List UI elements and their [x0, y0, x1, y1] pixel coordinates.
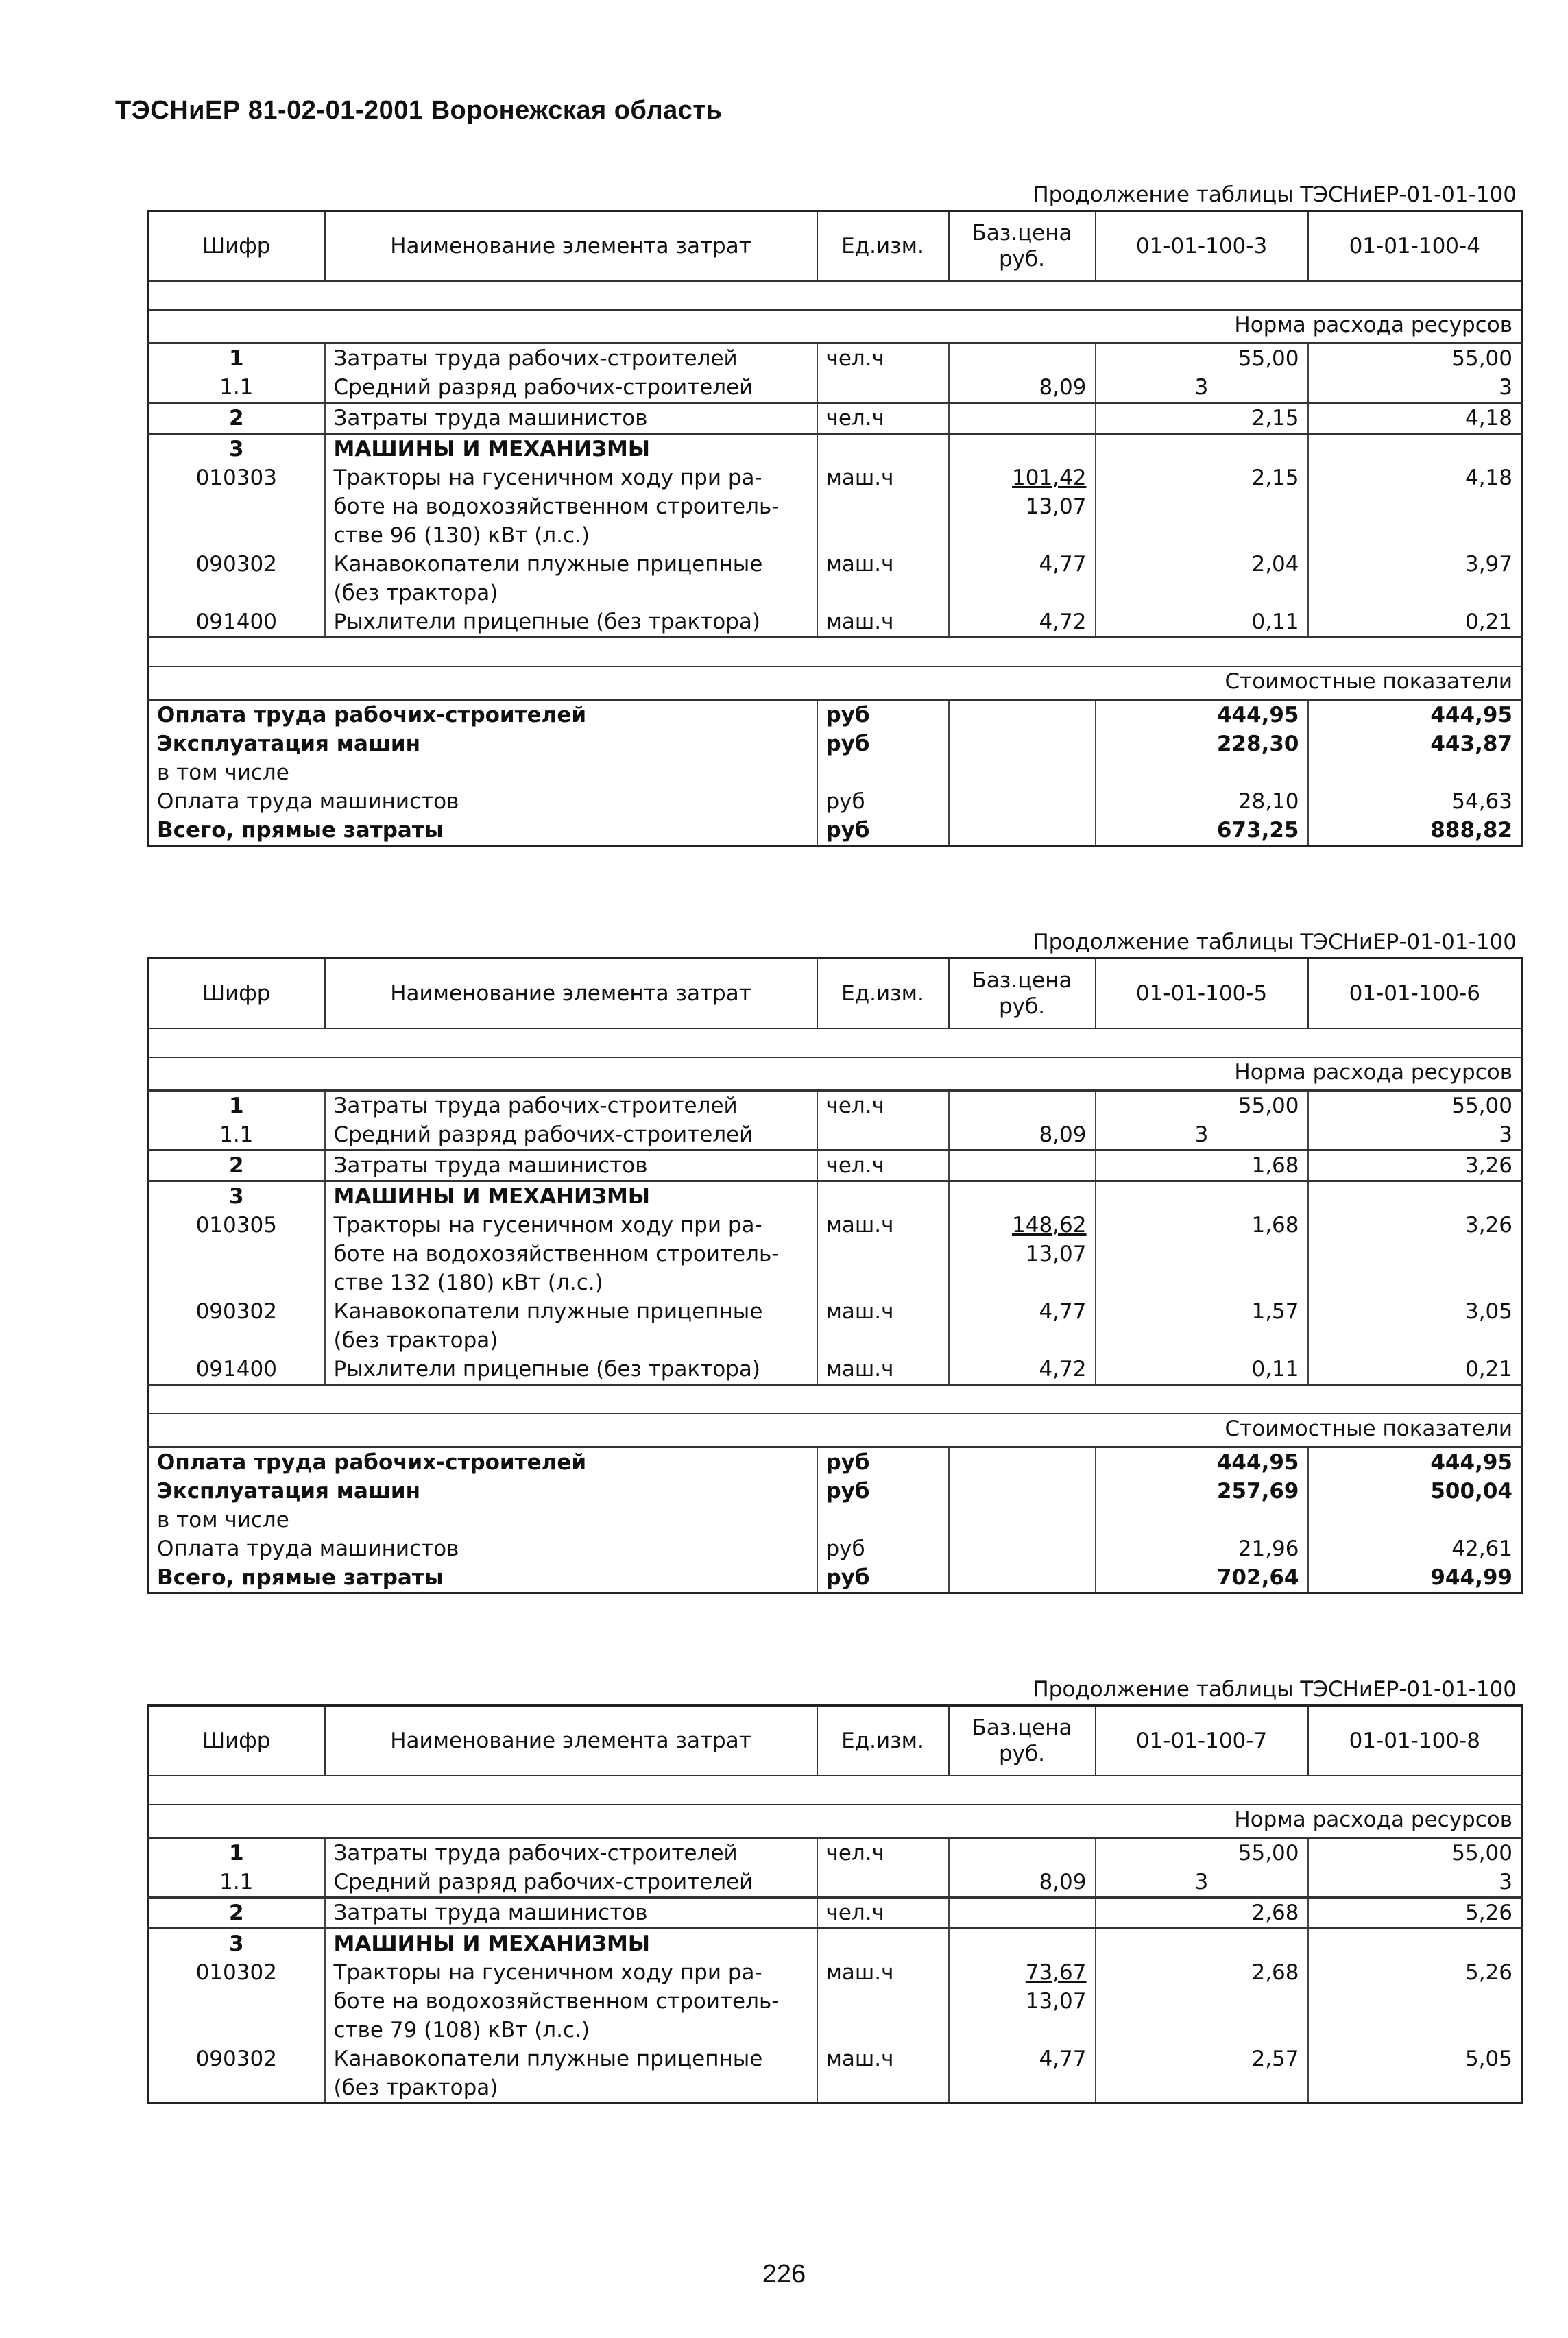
table-row [148, 1297, 1522, 1355]
row-name: Рыхлители прицепные (без трактора) [325, 607, 817, 638]
resource-table-2 [147, 927, 1521, 1594]
cost-value-1: 228,30 [1096, 730, 1308, 758]
row-code: 010303 [195, 466, 277, 490]
cost-name: Оплата труда рабочих-строителей [148, 700, 817, 730]
cost-row [148, 1534, 1522, 1563]
row-value-1: 1,68 [1096, 1211, 1308, 1297]
row-code: 1 [148, 344, 325, 374]
row-unit: чел.ч [817, 1898, 949, 1929]
row-name: Тракторы на гусеничном ходу при ра- боте на водохозяйственном строитель- стве 96 (130) кВт (л.с.) [325, 463, 817, 550]
row-value-1: 1,68 [1096, 1150, 1308, 1181]
row-unit: маш.ч [817, 1297, 949, 1355]
cost-value-2: 944,99 [1308, 1563, 1522, 1593]
costs-heading-row [148, 666, 1522, 700]
row-code: 090302 [195, 1299, 277, 1324]
row-value-2: 0,21 [1308, 1355, 1522, 1385]
row-value-2: 3,05 [1308, 1297, 1522, 1355]
row-price [949, 1150, 1096, 1181]
row-name: Затраты труда рабочих-строителей [325, 1838, 817, 1868]
col-header-norm-1: 01-01-100-5 [1096, 959, 1308, 1029]
row-name: Затраты труда машинистов [325, 403, 817, 434]
row-unit: маш.ч [817, 1211, 949, 1297]
cost-value-2: 42,61 [1308, 1534, 1522, 1563]
cost-row [148, 1447, 1522, 1478]
row-unit: маш.ч [817, 1958, 949, 2045]
row-value-2: 3,26 [1308, 1211, 1522, 1297]
row-value-1: 3 [1096, 373, 1308, 403]
row-code: 3 [148, 1181, 325, 1212]
table-row [148, 550, 1522, 607]
col-header-code: Шифр [148, 959, 325, 1029]
row-value-2: 55,00 [1308, 1091, 1522, 1121]
row-code: 1 [148, 1838, 325, 1868]
row-code: 1.1 [219, 1122, 254, 1147]
table-row [148, 434, 1522, 464]
cost-name: Эксплуатация машин [157, 732, 421, 756]
norms-heading-row [148, 1805, 1522, 1838]
table-row [148, 1091, 1522, 1121]
cost-value-2: 444,95 [1308, 700, 1522, 730]
table-header-row [148, 959, 1522, 1029]
row-code: 1 [148, 1091, 325, 1121]
norms-table [147, 210, 1523, 847]
row-code: 2 [148, 403, 325, 434]
row-name: Затраты труда машинистов [325, 1898, 817, 1929]
continuation-label: Продолжение таблицы ТЭСНиЕР-01-01-100 [1033, 1677, 1517, 1702]
row-value-1: 2,68 [1096, 1898, 1308, 1929]
row-name: Рыхлители прицепные (без трактора) [325, 1355, 817, 1385]
table-row [148, 1211, 1522, 1297]
row-value-2: 5,26 [1308, 1958, 1522, 2045]
cost-name: в том числе [157, 760, 289, 785]
row-unit: чел.ч [817, 1091, 949, 1121]
row-value-1: 2,15 [1096, 463, 1308, 550]
cost-row [148, 787, 1522, 816]
table-row [148, 403, 1522, 434]
col-header-unit: Ед.изм. [817, 211, 949, 282]
row-unit: чел.ч [817, 1150, 949, 1181]
norms-table [147, 957, 1523, 1594]
col-header-norm-1: 01-01-100-7 [1096, 1706, 1308, 1776]
costs-heading: Стоимостные показатели [148, 1414, 1522, 1447]
cost-name: Оплата труда машинистов [157, 1536, 459, 1561]
continuation-label: Продолжение таблицы ТЭСНиЕР-01-01-100 [1033, 182, 1517, 207]
cost-name: в том числе [157, 1508, 289, 1532]
table-row [148, 463, 1522, 550]
table-row [148, 1958, 1522, 2045]
document-title: ТЭСНиЕР 81-02-01-2001 Воронежская область [115, 96, 723, 125]
row-value-2: 55,00 [1308, 344, 1522, 374]
table-row [148, 2045, 1522, 2104]
row-value-2: 5,05 [1308, 2045, 1522, 2104]
table-row [148, 1181, 1522, 1212]
cost-value-1: 702,64 [1096, 1563, 1308, 1593]
col-header-code: Шифр [148, 1706, 325, 1776]
table-row [148, 1120, 1522, 1150]
table-row [148, 1838, 1522, 1868]
col-header-price: Баз.цена руб. [949, 959, 1096, 1029]
cost-unit: руб [817, 1447, 949, 1478]
row-unit: чел.ч [817, 1838, 949, 1868]
row-value-2: 3 [1308, 373, 1522, 403]
row-code: 090302 [195, 552, 277, 577]
page-number: 226 [762, 2260, 806, 2289]
row-value-1: 2,57 [1096, 2045, 1308, 2104]
cost-value-1: 21,96 [1096, 1534, 1308, 1563]
cost-unit: руб [817, 1563, 949, 1593]
cost-name: Оплата труда рабочих-строителей [148, 1447, 817, 1478]
cost-name: Эксплуатация машин [157, 1479, 421, 1504]
cost-row [148, 1506, 1522, 1534]
row-value-1: 1,57 [1096, 1297, 1308, 1355]
row-name: Канавокопатели плужные прицепные (без трактора) [325, 2045, 817, 2104]
row-name: Канавокопатели плужные прицепные (без трактора) [325, 550, 817, 607]
cost-value-2: 443,87 [1308, 730, 1522, 758]
cost-row [148, 700, 1522, 730]
table-header-row [148, 211, 1522, 282]
row-name: Затраты труда рабочих-строителей [325, 1091, 817, 1121]
row-price [949, 403, 1096, 434]
row-name: Средний разряд рабочих-строителей [325, 1868, 817, 1898]
row-unit: маш.ч [817, 607, 949, 638]
table-row [148, 1929, 1522, 1959]
row-value-2: 5,26 [1308, 1898, 1522, 1929]
table-header-row [148, 1706, 1522, 1776]
row-code: 1.1 [219, 1870, 254, 1894]
row-value-1: 3 [1096, 1120, 1308, 1150]
col-header-norm-2: 01-01-100-6 [1308, 959, 1522, 1029]
row-value-1: 2,04 [1096, 550, 1308, 607]
norms-heading: Норма расхода ресурсов [148, 1057, 1522, 1091]
row-price: 4,77 [949, 550, 1096, 607]
row-unit: маш.ч [817, 1355, 949, 1385]
row-name: МАШИНЫ И МЕХАНИЗМЫ [325, 1929, 817, 1959]
row-value-2: 3,26 [1308, 1150, 1522, 1181]
row-price: 148,62 13,07 [949, 1211, 1096, 1297]
norms-heading: Норма расхода ресурсов [148, 1805, 1522, 1838]
col-header-unit: Ед.изм. [817, 1706, 949, 1776]
cost-unit: руб [817, 787, 949, 816]
row-price: 4,72 [949, 607, 1096, 638]
costs-heading: Стоимостные показатели [148, 666, 1522, 700]
row-value-1: 55,00 [1096, 344, 1308, 374]
row-name: МАШИНЫ И МЕХАНИЗМЫ [325, 434, 817, 464]
col-header-name: Наименование элемента затрат [325, 211, 817, 282]
table-row [148, 1898, 1522, 1929]
row-name: Канавокопатели плужные прицепные (без трактора) [325, 1297, 817, 1355]
row-code: 1.1 [219, 375, 254, 400]
col-header-price: Баз.цена руб. [949, 211, 1096, 282]
row-price: 8,09 [949, 1868, 1096, 1898]
cost-unit: руб [817, 1477, 949, 1506]
row-code: 2 [148, 1150, 325, 1181]
row-name: МАШИНЫ И МЕХАНИЗМЫ [325, 1181, 817, 1212]
col-header-norm-2: 01-01-100-4 [1308, 211, 1522, 282]
cost-value-1: 444,95 [1096, 700, 1308, 730]
cost-value-1: 673,25 [1096, 816, 1308, 846]
row-price [949, 1898, 1096, 1929]
cost-name: Всего, прямые затраты [157, 818, 444, 843]
cost-unit: руб [817, 816, 949, 846]
cost-row [148, 816, 1522, 846]
table-row [148, 1868, 1522, 1898]
row-price: 8,09 [949, 1120, 1096, 1150]
table-row [148, 1355, 1522, 1385]
resource-table-3 [147, 1674, 1521, 2104]
row-code: 010305 [195, 1213, 277, 1238]
row-code: 2 [148, 1898, 325, 1929]
table-row [148, 344, 1522, 374]
cost-name: Всего, прямые затраты [157, 1565, 444, 1590]
row-unit [817, 1120, 949, 1150]
row-code: 091400 [195, 610, 277, 634]
row-name: Затраты труда машинистов [325, 1150, 817, 1181]
row-name: Тракторы на гусеничном ходу при ра- боте на водохозяйственном строитель- стве 79 (108) кВт (л.с.) [325, 1958, 817, 2045]
row-value-1: 2,15 [1096, 403, 1308, 434]
row-value-2: 4,18 [1308, 463, 1522, 550]
row-value-2: 3 [1308, 1868, 1522, 1898]
row-unit: чел.ч [817, 344, 949, 374]
cost-name: Оплата труда машинистов [157, 789, 459, 814]
row-unit: чел.ч [817, 403, 949, 434]
row-price [949, 1838, 1096, 1868]
row-value-2: 3 [1308, 1120, 1522, 1150]
row-price: 4,77 [949, 1297, 1096, 1355]
row-price [949, 1091, 1096, 1121]
cost-value-1: 444,95 [1096, 1447, 1308, 1478]
cost-value-2: 444,95 [1308, 1447, 1522, 1478]
cost-value-2: 888,82 [1308, 816, 1522, 846]
row-code: 090302 [195, 2047, 277, 2071]
resource-table-1 [147, 180, 1521, 847]
cost-unit: руб [817, 1534, 949, 1563]
col-header-price: Баз.цена руб. [949, 1706, 1096, 1776]
row-value-1: 55,00 [1096, 1091, 1308, 1121]
col-header-name: Наименование элемента затрат [325, 959, 817, 1029]
row-name: Средний разряд рабочих-строителей [325, 1120, 817, 1150]
row-value-1: 2,68 [1096, 1958, 1308, 2045]
row-unit: маш.ч [817, 2045, 949, 2104]
row-value-1: 55,00 [1096, 1838, 1308, 1868]
row-code: 3 [148, 1929, 325, 1959]
continuation-label: Продолжение таблицы ТЭСНиЕР-01-01-100 [1033, 930, 1517, 954]
row-value-1: 0,11 [1096, 607, 1308, 638]
row-unit [817, 1868, 949, 1898]
col-header-norm-1: 01-01-100-3 [1096, 211, 1308, 282]
table-row [148, 607, 1522, 638]
cost-row [148, 730, 1522, 758]
cost-unit: руб [817, 730, 949, 758]
cost-value-2: 54,63 [1308, 787, 1522, 816]
cost-value-2: 500,04 [1308, 1477, 1522, 1506]
cost-row [148, 758, 1522, 787]
row-code: 3 [148, 434, 325, 464]
row-value-1: 0,11 [1096, 1355, 1308, 1385]
cost-row [148, 1563, 1522, 1593]
row-value-2: 55,00 [1308, 1838, 1522, 1868]
row-unit: маш.ч [817, 550, 949, 607]
row-price: 8,09 [949, 373, 1096, 403]
norms-heading: Норма расхода ресурсов [148, 310, 1522, 344]
cost-value-1: 257,69 [1096, 1477, 1308, 1506]
row-unit: маш.ч [817, 463, 949, 550]
row-code: 091400 [195, 1357, 277, 1382]
col-header-code: Шифр [148, 211, 325, 282]
table-row [148, 373, 1522, 403]
row-price [949, 344, 1096, 374]
row-price: 4,77 [949, 2045, 1096, 2104]
row-code: 010302 [195, 1960, 277, 1985]
row-price: 101,42 13,07 [949, 463, 1096, 550]
row-value-2: 3,97 [1308, 550, 1522, 607]
row-value-2: 0,21 [1308, 607, 1522, 638]
costs-heading-row [148, 1414, 1522, 1447]
norms-heading-row [148, 310, 1522, 344]
row-name: Средний разряд рабочих-строителей [325, 373, 817, 403]
cost-unit: руб [817, 700, 949, 730]
table-row [148, 1150, 1522, 1181]
row-name: Тракторы на гусеничном ходу при ра- боте на водохозяйственном строитель- стве 132 (180) кВт (л.с.) [325, 1211, 817, 1297]
row-name: Затраты труда рабочих-строителей [325, 344, 817, 374]
col-header-unit: Ед.изм. [817, 959, 949, 1029]
norms-table [147, 1704, 1523, 2104]
norms-heading-row [148, 1057, 1522, 1091]
col-header-name: Наименование элемента затрат [325, 1706, 817, 1776]
cost-row [148, 1477, 1522, 1506]
row-price: 4,72 [949, 1355, 1096, 1385]
cost-value-1: 28,10 [1096, 787, 1308, 816]
row-price: 73,67 13,07 [949, 1958, 1096, 2045]
row-unit [817, 373, 949, 403]
col-header-norm-2: 01-01-100-8 [1308, 1706, 1522, 1776]
row-value-1: 3 [1096, 1868, 1308, 1898]
row-value-2: 4,18 [1308, 403, 1522, 434]
